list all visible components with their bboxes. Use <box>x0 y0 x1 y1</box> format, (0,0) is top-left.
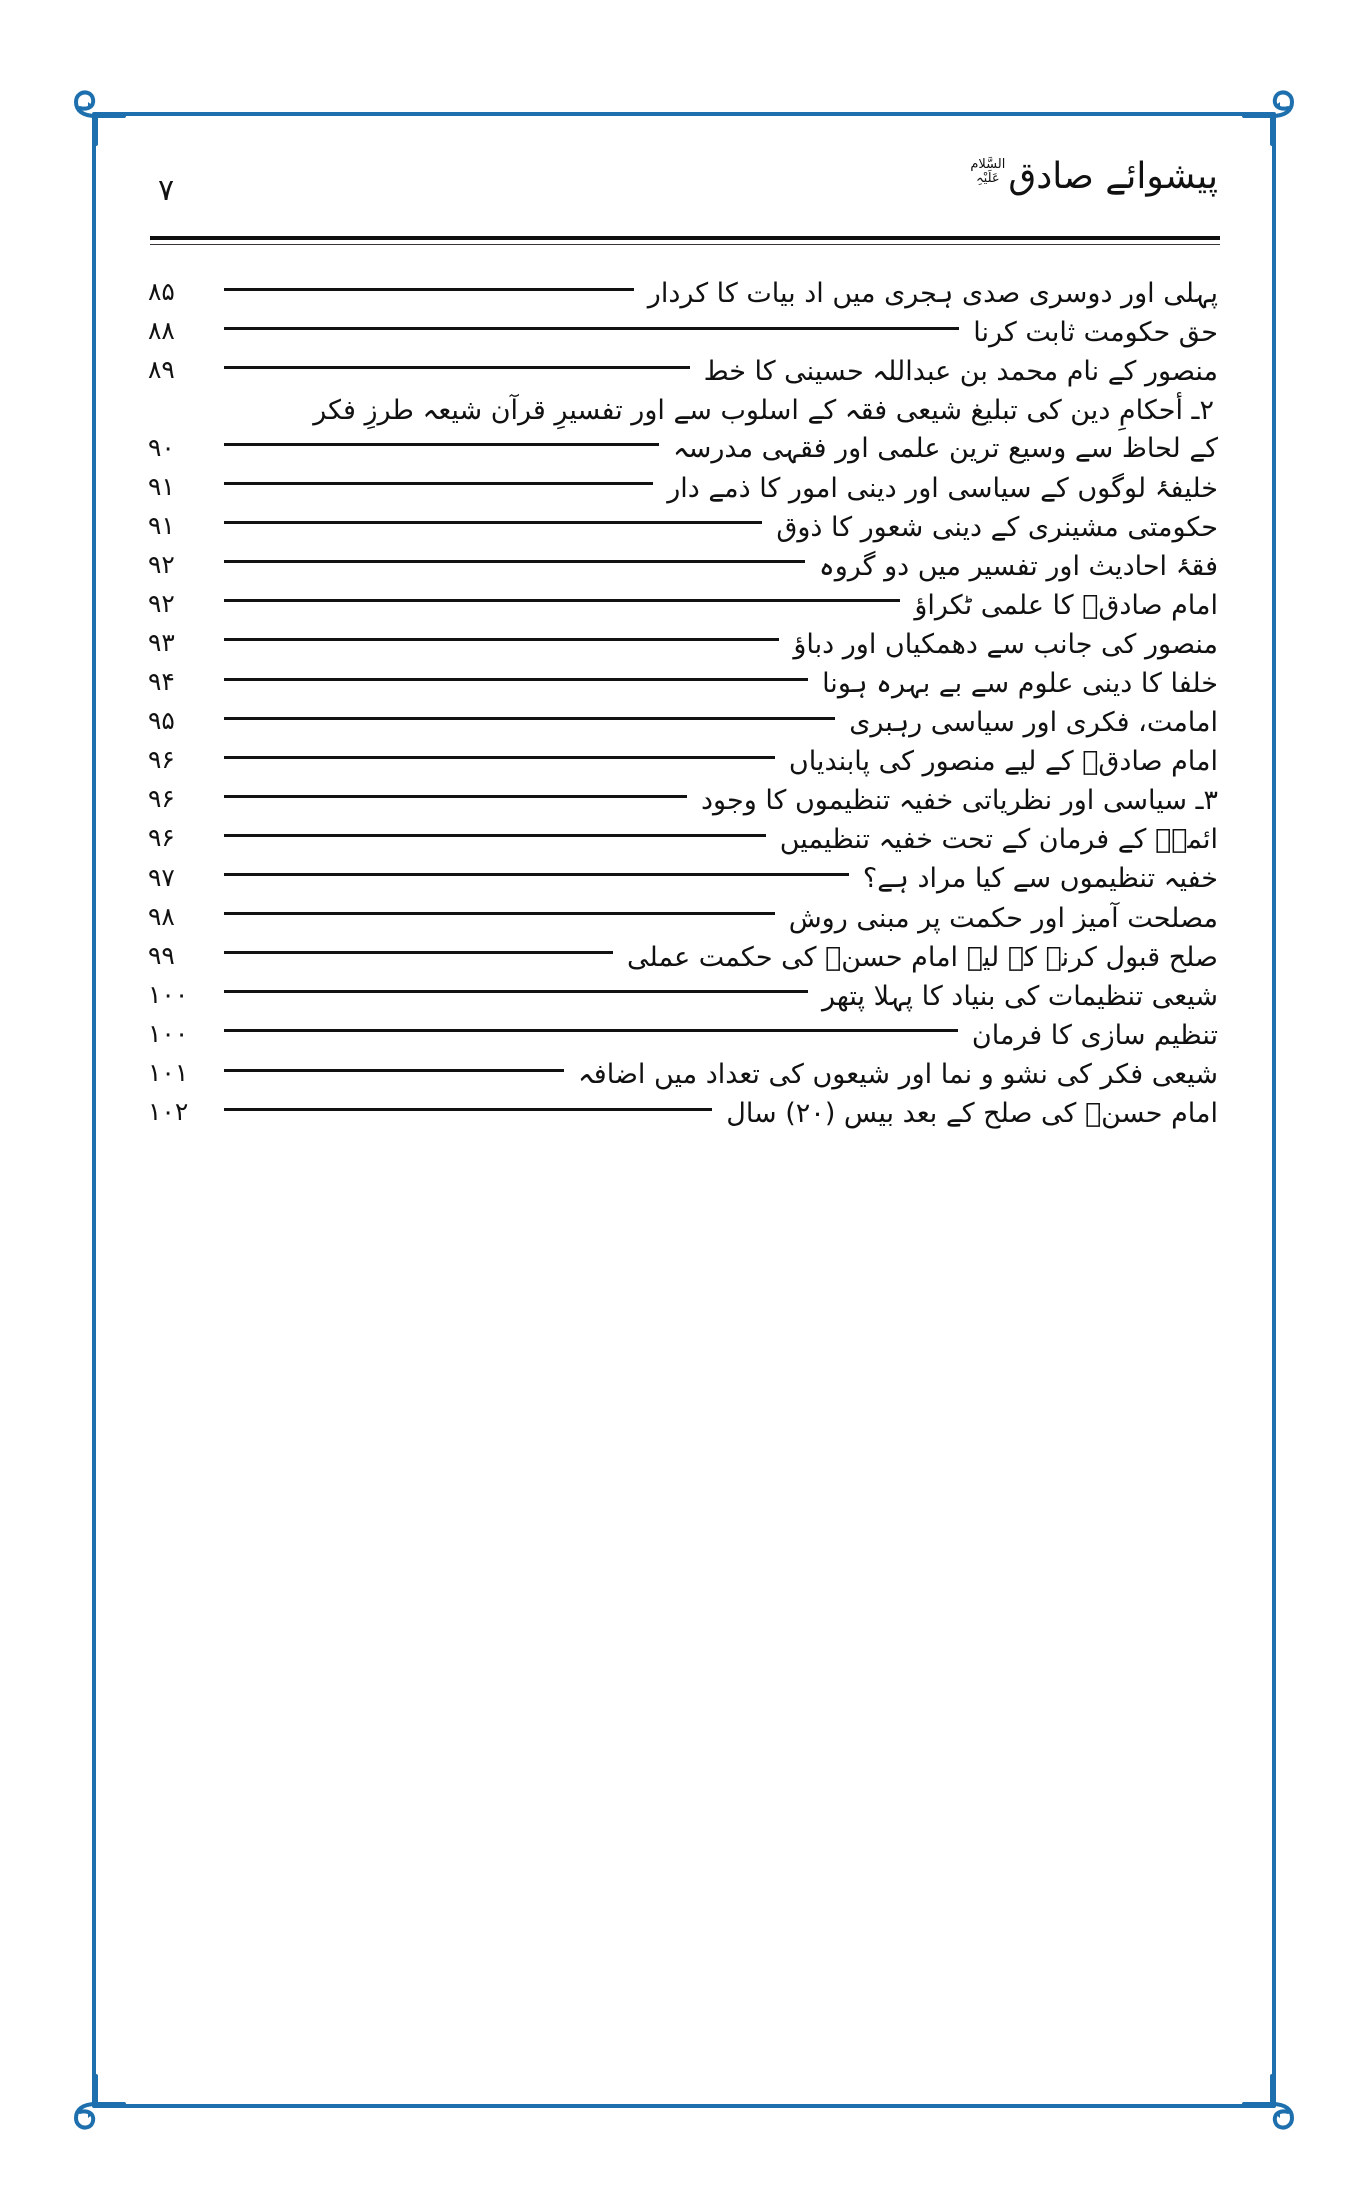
toc-entry[interactable] <box>148 627 1218 662</box>
toc-leader-line <box>224 443 659 446</box>
toc-entry-title: فقۂ احادیث اور تفسیر میں دو گروہ <box>818 550 1218 582</box>
toc-entry-row <box>148 627 1218 662</box>
toc-entry-row <box>148 666 1218 701</box>
toc-leader-line <box>224 912 775 915</box>
toc-entry[interactable] <box>148 549 1218 584</box>
toc-entry-title: حق حکومت ثابت کرنا <box>973 317 1218 349</box>
toc-leader-line <box>224 638 779 641</box>
toc-leader-line <box>224 951 613 954</box>
book-title: پیشوائے صادق <box>1008 156 1218 197</box>
toc-leader-line <box>224 756 775 759</box>
toc-entry-page-number: ۹۲ <box>148 588 175 618</box>
toc-entry[interactable] <box>148 940 1218 975</box>
toc-entry-row <box>148 315 1218 350</box>
toc-entry-title: حکومتی مشینری کے دینی شعور کا ذوق <box>776 511 1218 543</box>
toc-entry[interactable] <box>148 1096 1218 1131</box>
toc-entry-row <box>148 1018 1218 1053</box>
toc-entry[interactable] <box>148 471 1218 506</box>
toc-entry-title: پہلی اور دوسری صدی ہجری میں اد بیات کا کردار <box>647 278 1218 309</box>
toc-leader-line <box>224 1108 712 1111</box>
toc-leader-line <box>224 834 766 837</box>
toc-entry[interactable] <box>148 783 1218 818</box>
toc-entry-page-number: ۹۸ <box>148 901 175 931</box>
page-number: ۷ <box>158 173 175 208</box>
toc-entry-page-number: ۹۷ <box>148 862 175 892</box>
toc-leader-line <box>224 327 959 330</box>
toc-entry-page-number: ۱۰۰ <box>148 979 189 1009</box>
corner-ornament-top-left <box>66 86 130 150</box>
toc-entry[interactable] <box>148 354 1218 389</box>
toc-entry[interactable] <box>148 393 1218 466</box>
toc-entry-row <box>148 744 1218 779</box>
toc-entry-page-number: ۹۶ <box>148 823 175 853</box>
header-divider-rule <box>150 236 1220 240</box>
toc-entry[interactable] <box>148 510 1218 545</box>
toc-entry-row <box>148 979 1218 1014</box>
toc-leader-line <box>224 560 805 563</box>
toc-entry[interactable] <box>148 979 1218 1014</box>
toc-leader-line <box>224 1029 958 1032</box>
toc-entry-page-number: ۹۱ <box>148 510 175 540</box>
toc-entry[interactable] <box>148 1018 1218 1053</box>
corner-ornament-bottom-right <box>1238 2070 1302 2134</box>
toc-entry-title: ۳ـ سیاسی اور نظریاتی خفیہ تنظیموں کا وجود <box>701 785 1218 817</box>
table-of-contents <box>148 276 1218 1135</box>
toc-entry-page-number: ۸۸ <box>148 316 175 346</box>
toc-entry[interactable] <box>148 276 1218 311</box>
toc-leader-line <box>224 678 808 681</box>
toc-leader-line <box>224 873 849 876</box>
toc-entry-row <box>148 549 1218 584</box>
toc-entry[interactable] <box>148 822 1218 857</box>
toc-entry-page-number: ۱۰۲ <box>148 1097 189 1127</box>
toc-entry-title: تنظیم سازی کا فرمان <box>971 1019 1218 1051</box>
toc-entry-title: صلح قبول کرنے کے لیے امام حسنؑ کی حکمت عملی <box>627 941 1218 973</box>
toc-entry-title-line1: ۲ـ أحکامِ دین کی تبلیغ شیعی فقہ کے اسلوب سے اور تفسیرِ قرآن شیعہ طرزِ فکر <box>313 395 1214 427</box>
honorific-line-top: السَّلام <box>970 157 1006 172</box>
toc-entry[interactable] <box>148 588 1218 623</box>
toc-entry-title: کے لحاظ سے وسیع ترین علمی اور فقہی مدرسہ <box>672 433 1218 465</box>
toc-leader-line <box>224 288 634 291</box>
toc-entry[interactable] <box>148 901 1218 936</box>
toc-entry-row <box>148 588 1218 623</box>
toc-entry-row <box>148 901 1218 936</box>
toc-entry-row <box>148 940 1218 975</box>
toc-leader-line <box>224 717 835 720</box>
toc-entry-row <box>148 510 1218 545</box>
toc-entry-page-number: ۹۱ <box>148 471 175 501</box>
toc-entry-title: امام صادقؑ کے لیے منصور کی پابندیاں <box>788 746 1218 778</box>
toc-entry-title: شیعی فکر کی نشو و نما اور شیعوں کی تعداد میں اضافہ <box>577 1058 1218 1090</box>
toc-leader-line <box>224 482 653 485</box>
toc-entry-title: مصلحت آمیز اور حکمت پر مبنی روش <box>788 902 1218 934</box>
corner-ornament-top-right <box>1238 86 1302 150</box>
toc-entry-page-number: ۹۵ <box>148 706 175 736</box>
toc-entry-page-number: ۹۴ <box>148 667 175 697</box>
toc-entry[interactable] <box>148 705 1218 740</box>
toc-entry-title: خلفا کا دینی علوم سے بے بہرہ ہونا <box>822 668 1218 700</box>
toc-entry-title: ائمہؑ کے فرمان کے تحت خفیہ تنظیمیں <box>779 824 1218 856</box>
toc-entry-row <box>148 1096 1218 1131</box>
toc-entry-page-number: ۹۰ <box>148 432 175 462</box>
toc-entry-row <box>148 783 1218 818</box>
toc-entry-row <box>148 471 1218 506</box>
toc-entry-page-number: ۸۹ <box>148 355 175 385</box>
toc-entry-row <box>148 431 1218 466</box>
toc-entry-page-number: ۸۵ <box>148 277 175 307</box>
toc-leader-line <box>224 521 762 524</box>
toc-entry-row <box>148 1057 1218 1092</box>
toc-leader-line <box>224 795 687 798</box>
toc-entry-row <box>148 354 1218 389</box>
toc-leader-line <box>224 599 900 602</box>
page-header <box>150 156 1218 232</box>
book-title-group <box>970 154 1218 199</box>
toc-entry-title: منصور کی جانب سے دھمکیاں اور دباؤ <box>793 628 1218 660</box>
toc-entry-row <box>148 276 1218 311</box>
toc-entry-page-number: ۱۰۱ <box>148 1058 189 1087</box>
toc-leader-line <box>224 1069 564 1072</box>
toc-entry-title: امام صادقؑ کا علمی ٹکراؤ <box>914 589 1218 621</box>
toc-entry-row <box>148 861 1218 896</box>
toc-entry[interactable] <box>148 1057 1218 1092</box>
toc-entry-title: منصور کے نام محمد بن عبداللہ حسینی کا خط <box>703 356 1218 388</box>
toc-entry[interactable] <box>148 666 1218 701</box>
toc-leader-line <box>224 366 690 369</box>
toc-entry-row <box>148 822 1218 857</box>
toc-entry-title: امامت، فکری اور سیاسی رہبری <box>849 707 1218 739</box>
honorific-line-bottom: عَلَیْہِ <box>976 170 1000 186</box>
toc-entry-title: خلیفۂ لوگوں کے سیاسی اور دینی امور کا ذمے دار <box>667 472 1218 504</box>
corner-ornament-bottom-left <box>66 2070 130 2134</box>
toc-entry-title: شیعی تنظیمات کی بنیاد کا پہلا پتھر <box>822 980 1218 1012</box>
toc-entry-page-number: ۹۶ <box>148 745 175 775</box>
toc-entry-page-number: ۹۶ <box>148 784 175 814</box>
toc-entry[interactable] <box>148 744 1218 779</box>
toc-leader-line <box>224 990 808 993</box>
toc-entry-title: امام حسنؑ کی صلح کے بعد بیس (۲۰) سال <box>726 1098 1218 1130</box>
toc-entry-page-number: ۱۰۰ <box>148 1018 189 1048</box>
toc-entry-row <box>148 705 1218 740</box>
toc-entry[interactable] <box>148 315 1218 350</box>
toc-entry[interactable] <box>148 861 1218 896</box>
toc-entry-title: خفیہ تنظیموں سے کیا مراد ہے؟ <box>862 863 1218 895</box>
toc-entry-page-number: ۹۹ <box>148 940 175 970</box>
toc-entry-page-number: ۹۲ <box>148 549 175 579</box>
honorific-salutation-icon <box>970 158 1005 185</box>
toc-entry-page-number: ۹۳ <box>148 627 175 657</box>
